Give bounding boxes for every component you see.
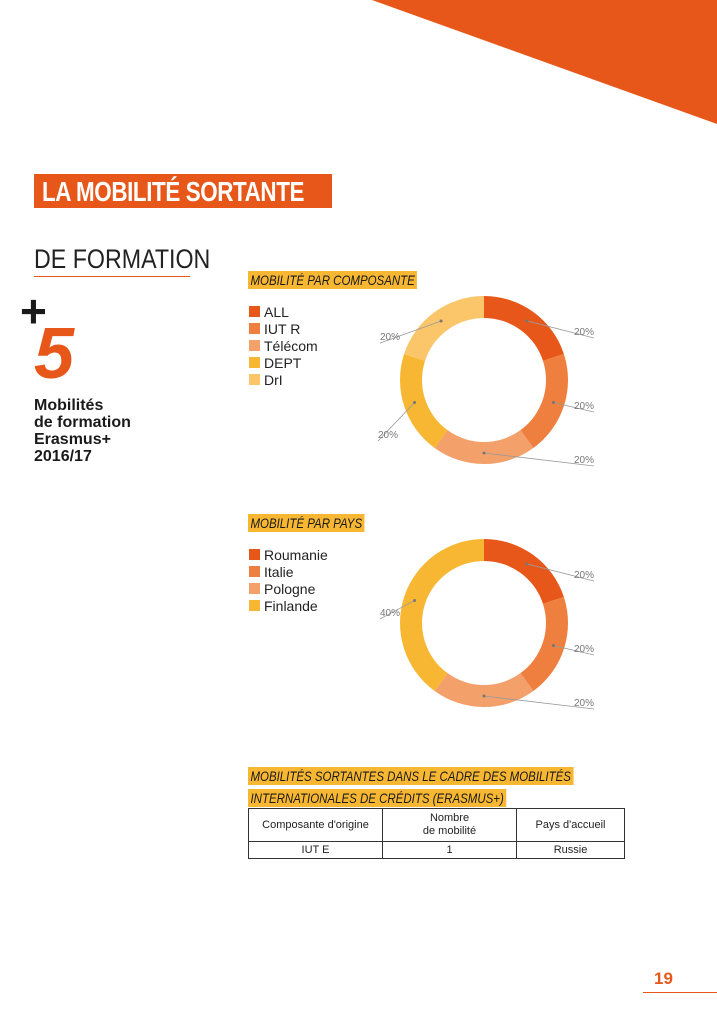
legend-swatch [249, 306, 260, 317]
data-label: 20% [573, 327, 594, 338]
donut-slice [520, 354, 568, 448]
leader-dot [440, 319, 443, 322]
data-label: 20% [573, 644, 594, 655]
legend-item [249, 354, 318, 371]
plus-sign: + [20, 285, 47, 337]
donut-slice [520, 597, 568, 691]
leader-dot [413, 599, 416, 602]
legend-swatch [249, 583, 260, 594]
description-line: 2016/17 [34, 448, 92, 465]
legend-label: Télécom [264, 337, 318, 354]
donut-slice [400, 354, 448, 448]
donut-slice [484, 296, 564, 361]
mobility-count: 5 [34, 314, 75, 394]
chart-pays-heading: MOBILITÉ PAR PAYS [248, 514, 365, 532]
legend-swatch [249, 340, 260, 351]
table-cell: Russie [517, 842, 625, 859]
legend-label: Pologne [264, 580, 316, 597]
legend-label: DEPT [264, 354, 302, 371]
donut-slice [435, 430, 534, 464]
donut-composante [360, 295, 610, 495]
legend-item [249, 371, 318, 388]
legend-label: Roumanie [264, 546, 328, 563]
legend-label: ALL [264, 303, 289, 320]
donut-slice [404, 296, 484, 361]
leader-dot [552, 644, 555, 647]
data-label: 20% [380, 332, 401, 343]
page-number: 19 [654, 969, 673, 988]
legend-item [249, 563, 328, 580]
legend-swatch [249, 566, 260, 577]
donut-slice [484, 539, 564, 604]
donut-pays [360, 538, 610, 738]
corner-decoration [0, 0, 717, 130]
leader-dot [413, 401, 416, 404]
mobility-description [34, 397, 174, 465]
leader-dot [483, 452, 486, 455]
legend-swatch [249, 374, 260, 385]
legend-item [249, 320, 318, 337]
table-cell: 1 [383, 842, 517, 859]
legend-label: Italie [264, 563, 294, 580]
legend-item [249, 546, 328, 563]
legend-swatch [249, 357, 260, 368]
column-header: Pays d'accueil [517, 809, 625, 842]
description-line: Erasmus+ [34, 431, 111, 448]
legend-item [249, 597, 328, 614]
credits-table [248, 808, 625, 859]
data-label: 20% [573, 698, 594, 709]
column-header: Composante d'origine [249, 809, 383, 842]
table-cell: IUT E [249, 842, 383, 859]
credits-heading-line2: INTERNATIONALES DE CRÉDITS (ERASMUS+) [248, 789, 506, 807]
donut-slice [400, 539, 484, 691]
description-line: de formation [34, 414, 131, 431]
legend-item [249, 337, 318, 354]
legend-label: IUT R [264, 320, 301, 337]
column-header: Nombre de mobilité [383, 809, 517, 842]
description-line: Mobilités [34, 397, 104, 414]
data-label: 40% [380, 608, 401, 619]
legend-item [249, 580, 328, 597]
leader-dot [483, 695, 486, 698]
data-label: 20% [378, 430, 399, 441]
data-label: 20% [573, 455, 594, 466]
credits-heading-line1: MOBILITÉS SORTANTES DANS LE CADRE DES MOBILITÉS [248, 767, 573, 785]
legend-item [249, 303, 318, 320]
legend-swatch [249, 549, 260, 560]
leader-dot [525, 562, 528, 565]
subtitle-underline [34, 276, 190, 277]
chart-composante-heading: MOBILITÉ PAR COMPOSANTE [248, 271, 417, 289]
chart-composante-legend [249, 303, 318, 388]
legend-swatch [249, 600, 260, 611]
donut-slice [435, 673, 534, 707]
table-header-row [249, 809, 625, 842]
page-number-rule [643, 992, 717, 993]
leader-dot [552, 401, 555, 404]
table-row [249, 842, 625, 859]
legend-swatch [249, 323, 260, 334]
leader-dot [525, 319, 528, 322]
legend-label: DrI [264, 371, 283, 388]
section-subtitle: DE FORMATION [34, 244, 211, 274]
data-label: 20% [573, 401, 594, 412]
data-label: 20% [573, 570, 594, 581]
chart-pays-legend [249, 546, 328, 614]
page-title: LA MOBILITÉ SORTANTE [42, 176, 305, 207]
legend-label: Finlande [264, 597, 318, 614]
